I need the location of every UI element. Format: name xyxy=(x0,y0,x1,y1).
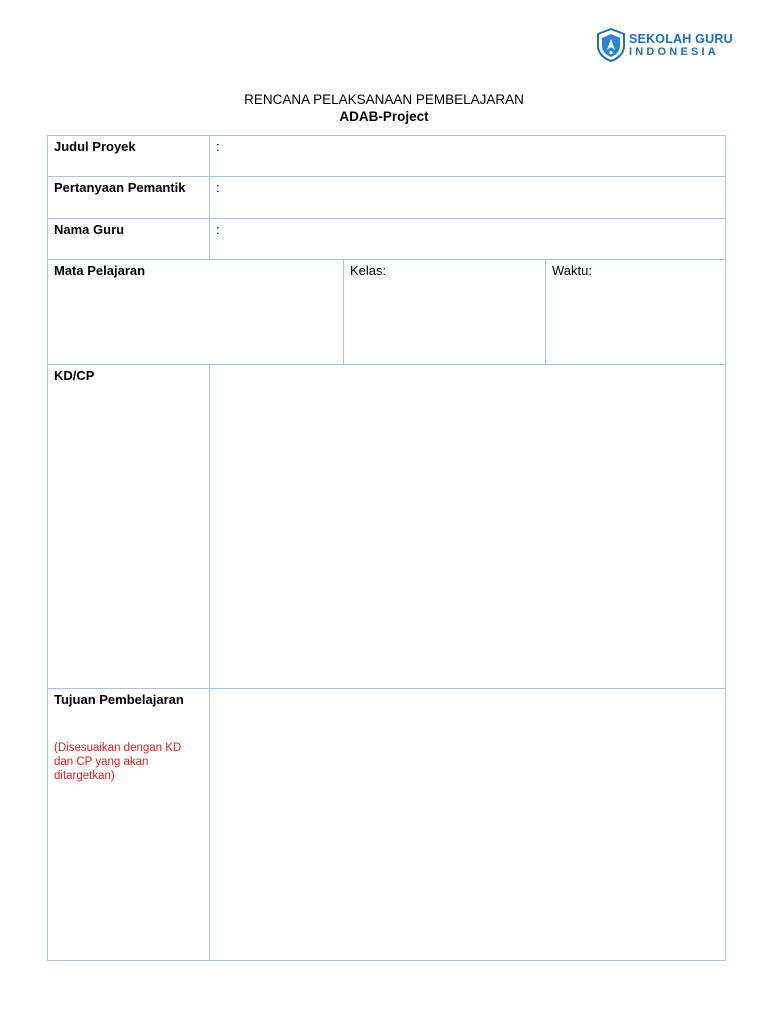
row-tujuan-pembelajaran xyxy=(48,689,726,961)
waktu-cell[interactable] xyxy=(546,260,726,365)
waktu-label: Waktu: xyxy=(552,263,592,278)
judul-proyek-field[interactable]: : xyxy=(210,136,726,177)
logo-text-line2: INDONESIA xyxy=(629,46,719,58)
judul-proyek-label: Judul Proyek xyxy=(48,136,210,177)
row-nama-guru xyxy=(48,219,726,260)
kelas-label: Kelas: xyxy=(350,263,387,278)
mata-pelajaran-label: Mata Pelajaran xyxy=(54,263,146,278)
logo-text-line1: SEKOLAH GURU xyxy=(629,32,733,46)
nama-guru-field[interactable]: : xyxy=(210,219,726,260)
kelas-cell[interactable] xyxy=(344,260,546,365)
tujuan-pembelajaran-field[interactable] xyxy=(210,689,726,961)
tujuan-pembelajaran-label: Tujuan Pembelajaran xyxy=(54,692,184,707)
row-mata-pelajaran xyxy=(48,260,726,365)
kdcp-field[interactable] xyxy=(210,365,726,689)
document-subtitle: ADAB-Project xyxy=(339,109,429,124)
school-logo xyxy=(596,28,733,64)
kdcp-label: KD/CP xyxy=(48,365,210,689)
tujuan-pembelajaran-note: (Disesuaikan dengan KD dan CP yang akan ditargetkan) xyxy=(54,742,182,782)
row-judul-proyek xyxy=(48,136,726,177)
document-title: RENCANA PELAKSANAAN PEMBELAJARAN xyxy=(244,92,524,107)
pertanyaan-pemantik-label: Pertanyaan Pemantik xyxy=(48,177,210,219)
row-pertanyaan-pemantik xyxy=(48,177,726,219)
tujuan-pembelajaran-cell xyxy=(48,689,210,961)
mata-pelajaran-cell[interactable] xyxy=(48,260,344,365)
row-kdcp xyxy=(48,365,726,689)
shield-logo-icon xyxy=(596,28,626,62)
pertanyaan-pemantik-field[interactable]: : xyxy=(210,177,726,219)
nama-guru-label: Nama Guru xyxy=(48,219,210,260)
lesson-plan-form xyxy=(47,135,726,961)
